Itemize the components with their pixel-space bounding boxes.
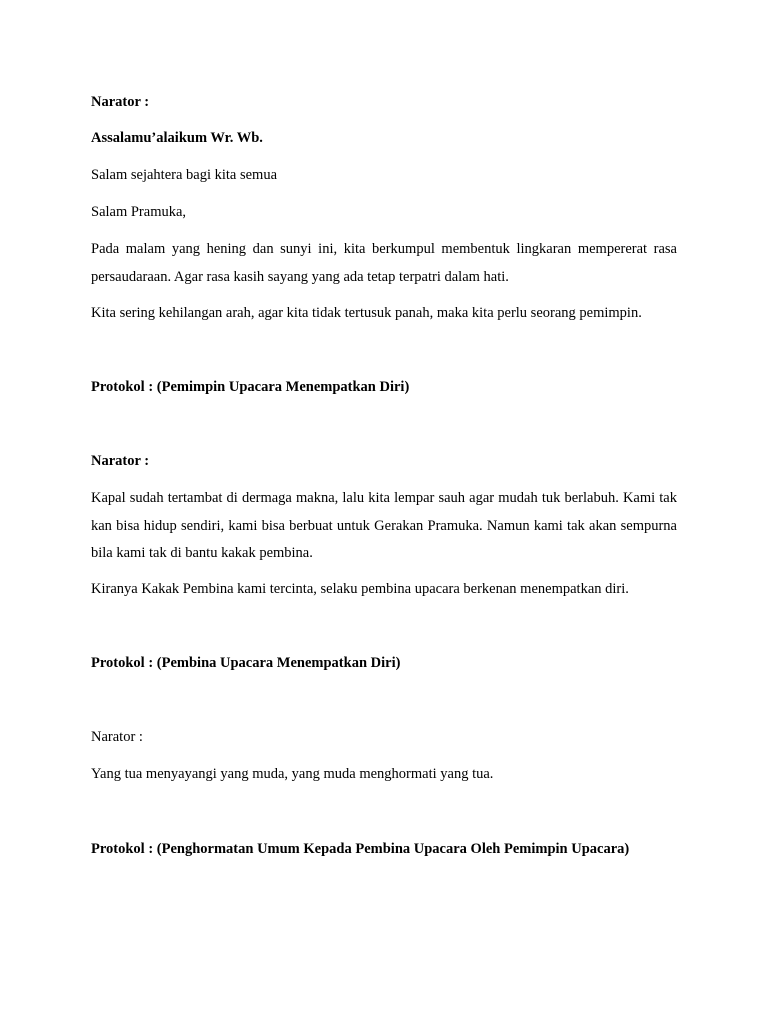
paragraph-pemimpin: Kita sering kehilangan arah, agar kita tidak tertusuk panah, maka kita perlu seorang pemimpin. [91,305,642,321]
salam-pramuka-line: Salam Pramuka, [91,204,187,220]
protokol-penghormatan-umum: Protokol : (Penghormatan Umum Kepada Pembina Upacara Oleh Pemimpin Upacara) [91,841,630,857]
paragraph-opening: Pada malam yang hening dan sunyi ini, kita berkumpul membentuk lingkaran mempererat rasa persaudaraan. Agar rasa kasih sayang yang ada tetap terpatri dalam hati. [91,241,677,285]
protokol-pemimpin-upacara: Protokol : (Pemimpin Upacara Menempatkan Diri) [91,379,410,395]
salam-sejahtera-line: Salam sejahtera bagi kita semua [91,167,278,183]
narator-heading-2: Narator : [91,453,150,469]
paragraph-kapal: Kapal sudah tertambat di dermaga makna, lalu kita lempar sauh agar mudah tuk berlabuh. Kami tak kan bisa hidup sendiri, kami bisa berbuat untuk Gerakan Pramuka. Namun kami tak akan sempurna bila kami tak di bantu kakak pembina. [91,490,677,561]
greeting-heading: Assalamu’alaikum Wr. Wb. [91,130,263,146]
narator-heading-1: Narator : [91,94,150,110]
narator-heading-3: Narator : [91,729,143,745]
paragraph-kakak-pembina: Kiranya Kakak Pembina kami tercinta, selaku pembina upacara berkenan menempatkan diri. [91,581,629,597]
protokol-pembina-upacara: Protokol : (Pembina Upacara Menempatkan Diri) [91,655,401,671]
paragraph-yang-tua: Yang tua menyayangi yang muda, yang muda menghormati yang tua. [91,766,494,782]
